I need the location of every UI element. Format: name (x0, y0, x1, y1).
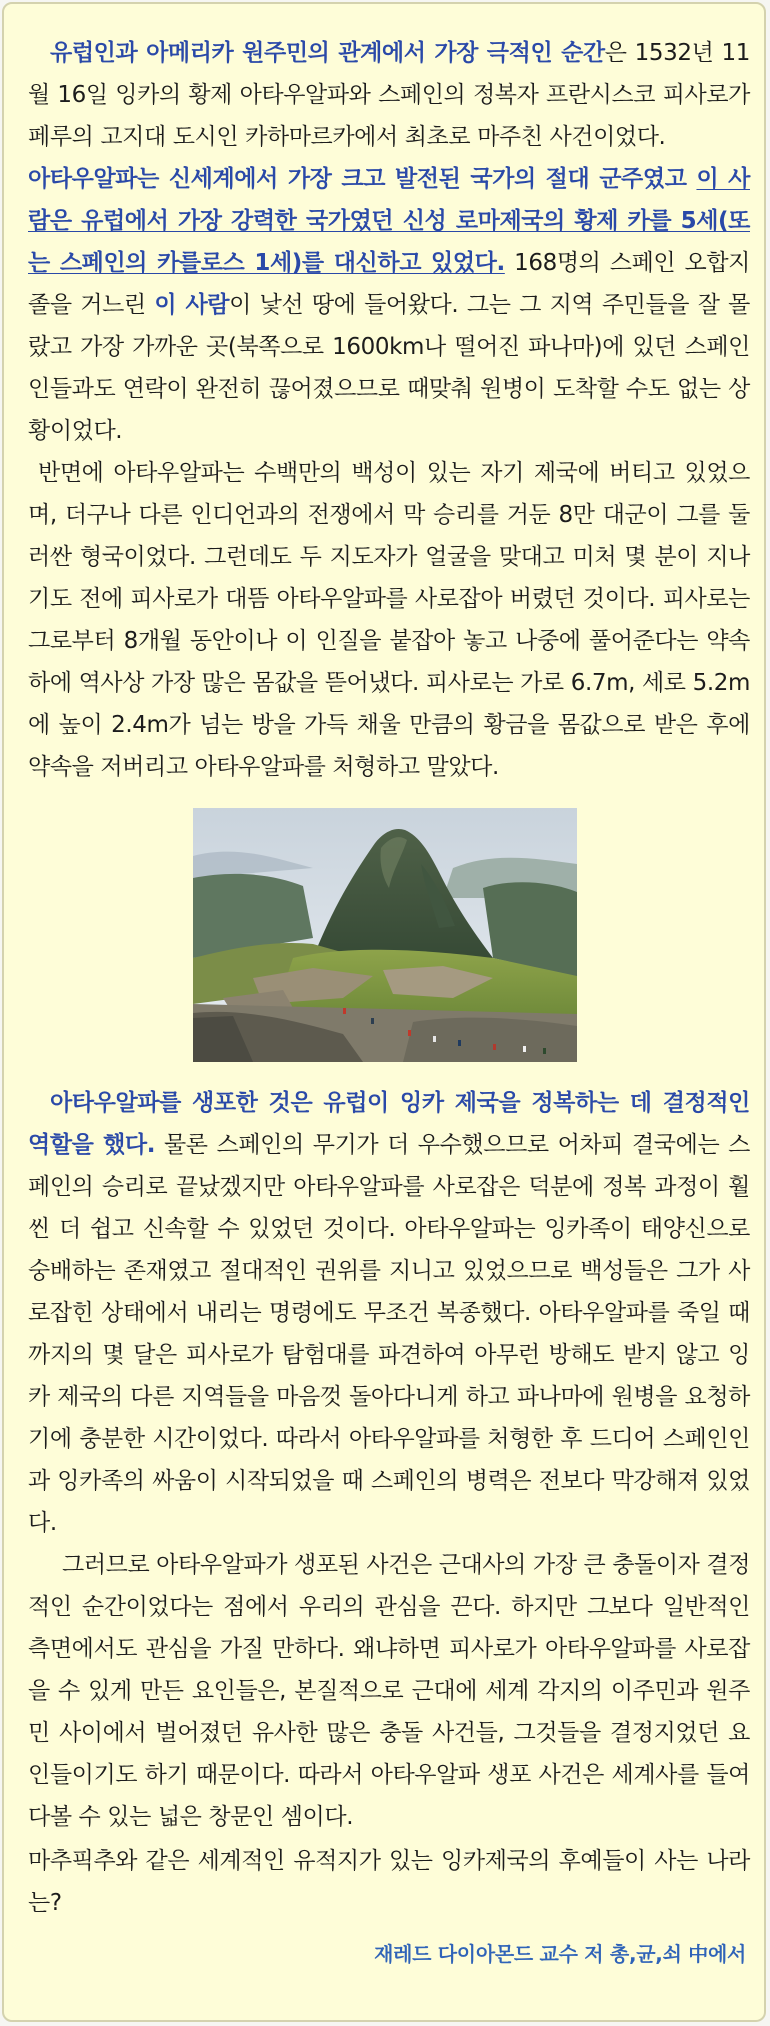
paragraph-4-text: 물론 스페인의 무기가 더 우수했으므로 어차피 결국에는 스페인의 승리로 끝났겠지만 아타우알파를 사로잡은 덕분에 정복 과정이 훨씬 더 쉽고 신속할 수 있었던 것이다. 아타우알파는 잉카족이 태양신으로 숭배하는 존재였고 절대적인 권위를 지니고 있었으므로 백성들은 그가 사로잡힌 상태에서 내리는 명령에도 무조건 복종했다. 아타우알파를 죽일 때까지의 몇 달은 피사로가 탐험대를 파견하여 아무런 방해도 받지 않고 잉카 제국의 다른 지역들을 마음껏 돌아다니게 하고 파나마에 원병을 요청하기에 충분한 시간이었다. 따라서 아타우알파를 처형한 후 드디어 스페인인과 잉카족의 싸움이 시작되었을 때 스페인의 병력은 전보다 막강해져 있었다. (28, 1132, 750, 1536)
source-citation: 재레드 다이아몬드 교수 저 총,균,쇠 中에서 (374, 1942, 746, 1966)
highlight-lead-2b: 이 사람은 유럽에서 가장 강력한 국가였던 신성 로마제국의 황제 카를 5세(또는 스페인의 카를로스 1세)를 대신하고 있었다. (28, 166, 750, 276)
paragraph-3-text: 반면에 아타우알파는 수백만의 백성이 있는 자기 제국에 버티고 있었으며, 더구나 다른 인디언과의 전쟁에서 막 승리를 거둔 8만 대군이 그를 둘러싼 형국이었다. 그런데도 두 지도자가 얼굴을 맞대고 미처 몇 분이 지나기도 전에 피사로가 대뜸 아타우알파를 사로잡아 버렸던 것이다. 피사로는 그로부터 8개월 동안이나 이 인질을 붙잡아 놓고 나중에 풀어준다는 약속하에 역사상 가장 많은 몸값을 뜯어냈다. 피사로는 가로 6.7m, 세로 5.2m에 높이 2.4m가 넘는 방을 가득 채울 만큼의 황금을 몸값으로 받은 후에 약속을 저버리고 아타우알파를 처형하고 말았다. (28, 460, 750, 780)
paragraph-5 (28, 1544, 750, 1838)
highlight-lead-2a: 아타우알파는 신세계에서 가장 크고 발전된 국가의 절대 군주였고 (28, 166, 697, 192)
quiz-question: 마추픽추와 같은 세계적인 유적지가 있는 잉카제국의 후예들이 사는 나라는? (28, 1848, 750, 1916)
highlight-lead-1: 유럽인과 아메리카 원주민의 관계에서 가장 극적인 순간 (50, 40, 605, 66)
article-card (2, 2, 766, 2022)
paragraph-1-text: 은 1532년 11월 16일 잉카의 황제 아타우알파와 스페인의 정복자 프란시스코 피사로가 페루의 고지대 도시인 카하마르카에서 최초로 마주친 사건이었다. (28, 40, 750, 150)
highlight-lead-4: 아타우알파를 생포한 것은 유럽이 잉카 제국을 정복하는 데 결정적인 역할을 했다. (28, 1090, 750, 1158)
highlight-this-person: 이 사람 (154, 292, 230, 318)
paragraph-2 (28, 158, 750, 452)
paragraph-4 (28, 1082, 750, 1544)
paragraph-2-mid: 168명의 스페인 오합지졸을 거느린 (28, 250, 750, 318)
paragraph-5-text: 그러므로 아타우알파가 생포된 사건은 근대사의 가장 큰 충돌이자 결정적인 순간이었다는 점에서 우리의 관심을 끈다. 하지만 그보다 일반적인 측면에서도 관심을 가질 만하다. 왜냐하면 피사로가 아타우알파를 사로잡을 수 있게 만든 요인들은, 본질적으로 근대에 세계 각지의 이주민과 원주민 사이에서 벌어졌던 유사한 많은 충돌 사건들, 그것들을 결정지었던 요인들이기도 하기 때문이다. 따라서 아타우알파 생포 사건은 세계사를 들여다볼 수 있는 넓은 창문인 셈이다. (28, 1552, 751, 1830)
machu-picchu-photo (193, 808, 577, 1062)
paragraph-1 (28, 32, 750, 158)
paragraph-2-text: 이 낯선 땅에 들어왔다. 그는 그 지역 주민들을 잘 몰랐고 가장 가까운 곳(북쪽으로 1600km나 떨어진 파나마)에 있던 스페인인들과도 연락이 완전히 끊어졌으므로 때맞춰 원병이 도착할 수도 없는 상황이었다. (28, 292, 750, 444)
paragraph-3 (28, 452, 750, 788)
